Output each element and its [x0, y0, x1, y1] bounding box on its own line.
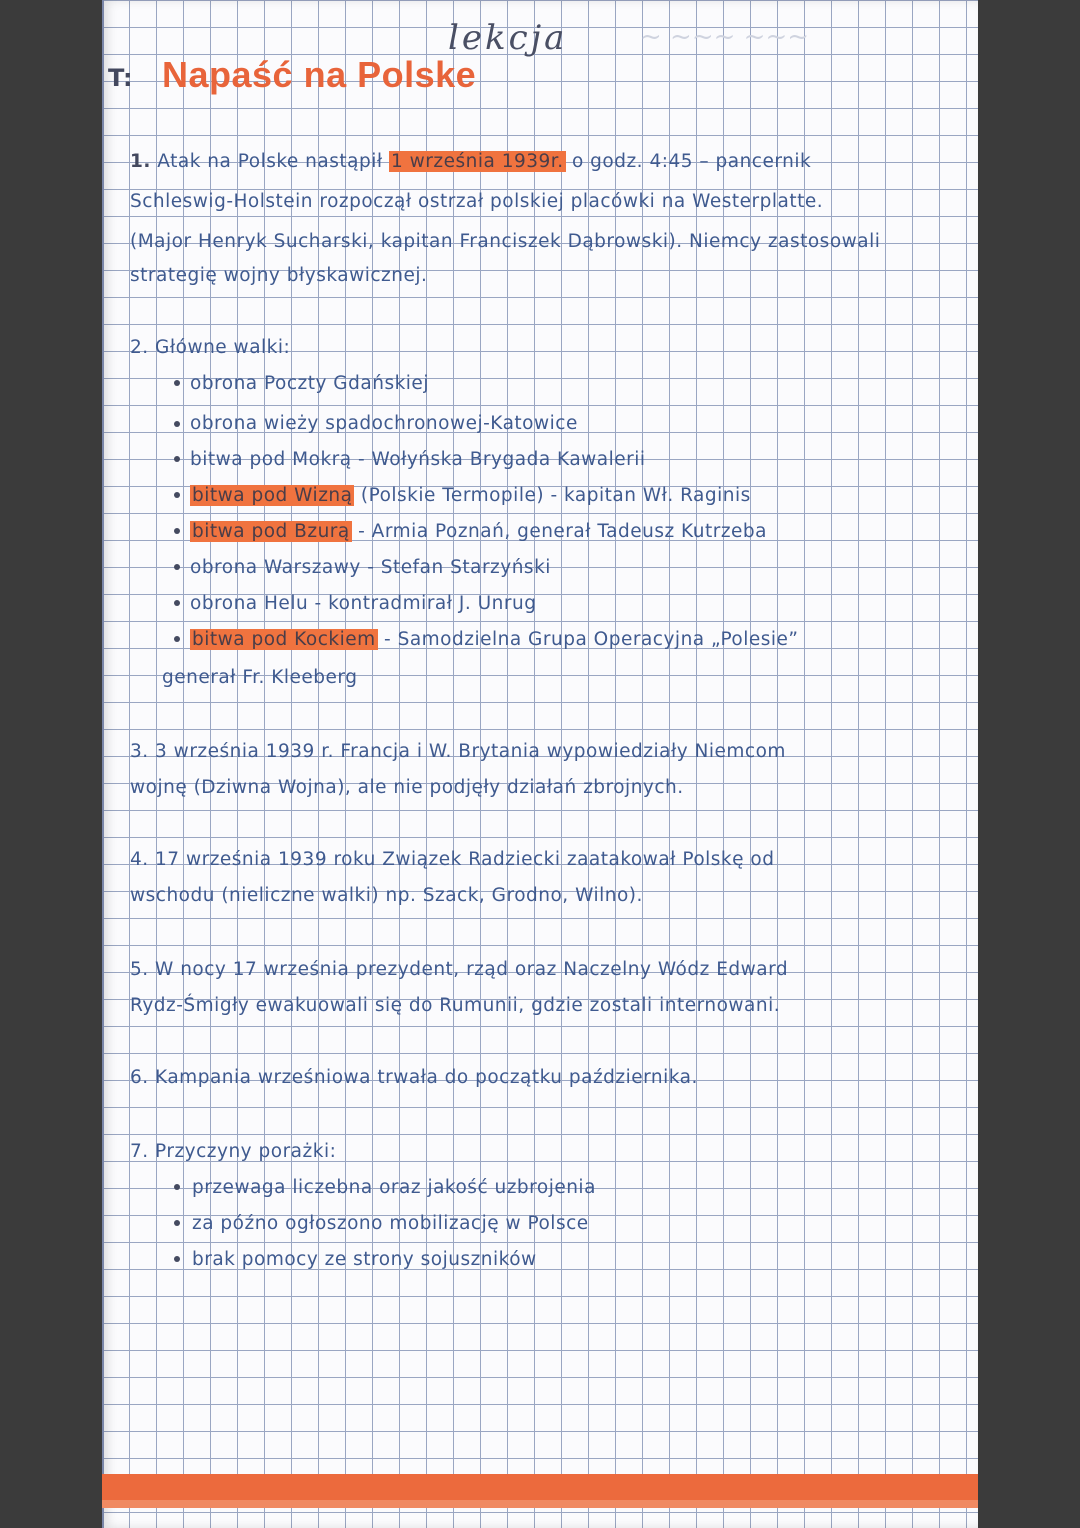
p2-item-4-rest: (Polskie Termopile) - kapitan Wł. Raginis: [354, 485, 751, 506]
p1-line-3: (Major Henryk Sucharski, kapitan Franciszek Dąbrowski). Niemcy zastosowali: [130, 231, 881, 252]
bullet-icon: [174, 528, 180, 534]
bullet-icon: [174, 1220, 180, 1226]
p2-item-4: [190, 482, 751, 509]
wizna-highlight: bitwa pod Wizną: [192, 485, 353, 506]
p2-item-8-rest: - Samodzielna Grupa Operacyjna „Polesie”: [377, 629, 799, 650]
p2-item-5-rest: - Armia Poznań, generał Tadeusz Kutrzeba: [351, 521, 768, 542]
p7-item-2: za późno ogłoszono mobilizację w Polsce: [192, 1213, 589, 1234]
p1-line-2: Schleswig-Holstein rozpoczął ostrzał polskiej placówki na Westerplatte.: [130, 191, 824, 212]
p2-item-8: [190, 626, 799, 653]
p4-line-2: wschodu (nieliczne walki) np. Szack, Grodno, Wilno).: [130, 885, 643, 906]
bullet-icon: [174, 1256, 180, 1262]
p2-item-5: [190, 518, 767, 545]
p3-line-1: 3. 3 września 1939 r. Francja i W. Brytania wypowiedziały Niemcom: [130, 741, 786, 762]
bullet-icon: [174, 564, 180, 570]
margin-line: [102, 0, 104, 1528]
bullet-icon: [174, 421, 180, 427]
p2-item-1: obrona Poczty Gdańskiej: [190, 373, 429, 394]
p2-item-3: bitwa pod Mokrą - Wołyńska Brygada Kawalerii: [190, 449, 646, 470]
p5-line-1: 5. W nocy 17 września prezydent, rząd oraz Naczelny Wódz Edward: [130, 959, 789, 980]
p2-heading: 2. Główne walki:: [130, 337, 291, 358]
date-highlight: 1 września 1939r.: [391, 151, 564, 172]
bzura-highlight: bitwa pod Bzurą: [192, 521, 350, 542]
p1-line-4: strategię wojny błyskawicznej.: [130, 265, 428, 286]
bullet-icon: [174, 380, 180, 386]
bullet-icon: [174, 1184, 180, 1190]
p2-item-2: obrona wieży spadochronowej-Katowice: [190, 413, 578, 434]
p3-line-2: wojnę (Dziwna Wojna), ale nie podjęły działań zbrojnych.: [130, 777, 684, 798]
bullet-icon: [174, 492, 180, 498]
faded-show-through-text: ~ ~~~ ~~~: [640, 22, 810, 52]
p5-line-2: Rydz-Śmigły ewakuowali się do Rumunii, gdzie zostali internowani.: [130, 995, 781, 1016]
p1-line-1: [130, 148, 811, 176]
p1-text-b: o godz. 4:45 – pancernik: [571, 151, 812, 172]
page-title: Napaść na Polske: [162, 54, 477, 95]
p2-item-7: obrona Helu - kontradmirał J. Unrug: [190, 593, 537, 614]
lekcja-heading: lekcja: [448, 18, 568, 58]
bullet-icon: [174, 636, 180, 642]
p4-line-1: 4. 17 września 1939 roku Związek Radziecki zaatakował Polskę od: [130, 849, 775, 870]
kock-highlight: bitwa pod Kockiem: [192, 629, 376, 650]
p1-number: 1.: [130, 151, 151, 172]
p7-heading: 7. Przyczyny porażki:: [130, 1141, 337, 1162]
bottom-orange-band-light: [102, 1500, 978, 1508]
bullet-icon: [174, 456, 180, 462]
p7-item-1: przewaga liczebna oraz jakość uzbrojenia: [192, 1177, 596, 1198]
topic-label: T:: [108, 64, 133, 92]
bottom-orange-band: [102, 1474, 978, 1500]
bullet-icon: [174, 600, 180, 606]
p7-item-3: brak pomocy ze strony sojuszników: [192, 1249, 537, 1270]
p6-line-1: 6. Kampania wrześniowa trwała do początku października.: [130, 1067, 698, 1088]
p2-item-8-continuation: generał Fr. Kleeberg: [162, 667, 358, 688]
p2-item-6: obrona Warszawy - Stefan Starzyński: [190, 557, 551, 578]
p1-text-a: Atak na Polske nastąpił: [157, 151, 383, 172]
